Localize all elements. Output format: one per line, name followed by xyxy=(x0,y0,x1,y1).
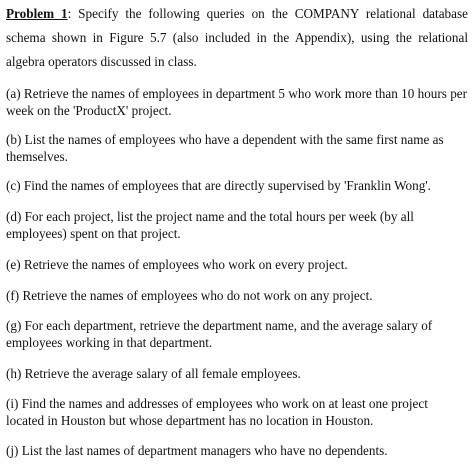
question-j: (j) List the last names of department managers who have no dependents. xyxy=(6,443,388,458)
question-e: (e) Retrieve the names of employees who work on every project. xyxy=(6,257,348,272)
question-f: (f) Retrieve the names of employees who do not work on any project. xyxy=(6,288,373,303)
intro-line-2: schema shown in Figure 5.7 (also included in the Appendix), using the xyxy=(6,30,412,45)
intro-line-1: : Specify the following queries on the COMPANY relational database xyxy=(67,6,468,21)
question-c: (c) Find the names of employees that are directly supervised by 'Franklin Wong'. xyxy=(6,178,431,193)
intro-line-3: relational algebra operators discussed in class. xyxy=(6,30,469,69)
question-h: (h) Retrieve the average salary of all female employees. xyxy=(6,366,301,381)
question-g: (g) For each department, retrieve the department name, and the average salary of employees working in that department. xyxy=(6,318,433,350)
question-i: (i) Find the names and addresses of employees who work on at least one project located in Houston but whose department has no location in Houston. xyxy=(6,396,428,428)
question-d: (d) For each project, list the project name and the total hours per week (by all employees) spent on that project. xyxy=(6,209,414,241)
question-b: (b) List the names of employees who have a dependent with the same first name as themselves. xyxy=(6,132,444,164)
document xyxy=(6,0,469,458)
problem-label: Problem 1 xyxy=(6,6,68,21)
problem-intro xyxy=(6,2,468,74)
question-a: (a) Retrieve the names of employees in department 5 who work more than 10 hours per week on the 'ProductX' project. xyxy=(6,86,468,118)
